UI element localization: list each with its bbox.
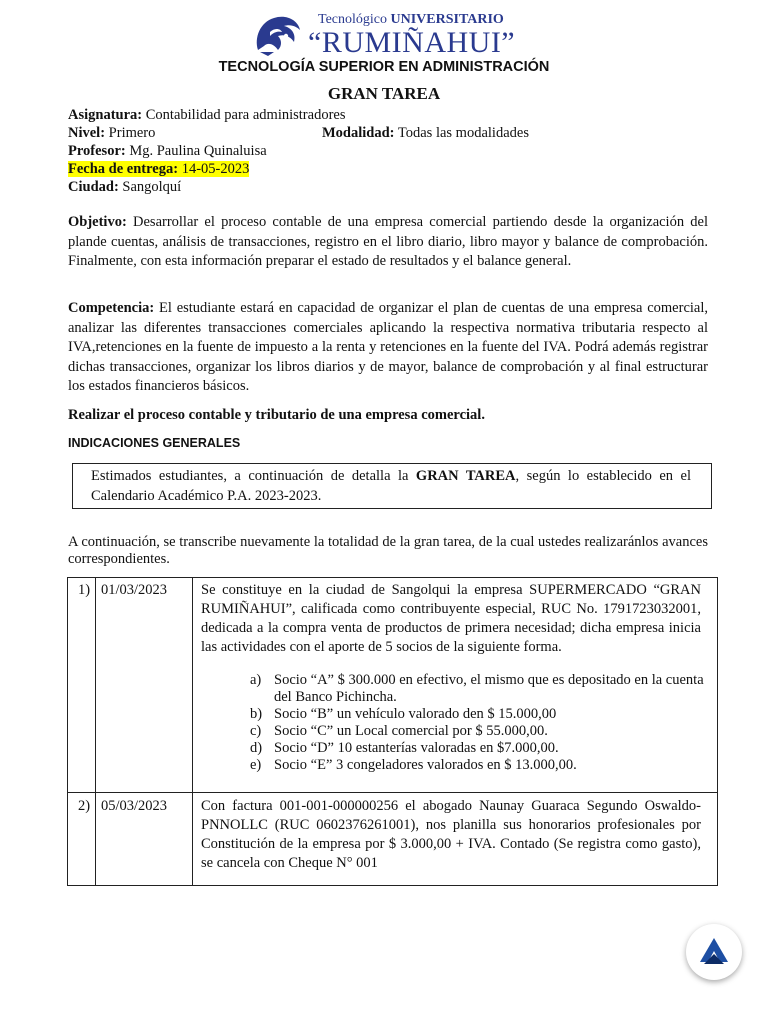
general-instructions-heading: INDICACIONES GENERALES (68, 436, 241, 450)
intro-paragraph: A continuación, se transcribe nuevamente la totalidad de la gran tarea, de la cual ustedes realizaránlos avances correspondientes. (68, 534, 708, 567)
institution-name: “RUMIÑAHUI” (308, 26, 516, 59)
page-title: GRAN TAREA (327, 84, 441, 103)
row-1-description: Se constituye en la ciudad de Sangolqui la empresa SUPERMERCADO “GRAN RUMIÑAHUI”, calificada como contribuyente especial, RUC No. 1791723032001, dedicada a la compra venta de productos de primera necesidad; dicha empresa inicia las actividades con el aporte de 5 socios de la siguiente forma. (201, 582, 701, 655)
transactions-table (67, 577, 718, 886)
list-item: a) Socio “A” $ 300.000 en efectivo, el mismo que es depositado en la cuenta del Banco Pichincha. (250, 672, 704, 705)
institution-emph: UNIVERSITARIO (390, 12, 504, 27)
career-heading: TECNOLOGÍA SUPERIOR EN ADMINISTRACIÓN (218, 59, 550, 75)
task-statement: Realizar el proceso contable y tributario de una empresa comercial. (68, 407, 485, 423)
level-line: Nivel: Primero (68, 125, 156, 141)
row-1-contributions-list (250, 672, 715, 774)
document-viewer-badge[interactable] (686, 924, 742, 980)
subject-line: Asignatura: Contabilidad para administradores (68, 107, 346, 123)
row-1-number: 1) (78, 582, 91, 598)
row-2-description: Con factura 001-001-000000256 el abogado Naunay Guaraca Segundo Oswaldo-PNNOLLC (RUC 0602376261001), nos planilla sus honorarios profesionales por Constitución de la empresa por $ 3.000,00 + IVA. Contado (Se registra como gasto), se cancela con Cheque N° 001 (201, 798, 701, 871)
competence-paragraph: Competencia: El estudiante estará en capacidad de organizar el plan de cuentas de una empresa comercial, analizar las diferentes transacciones comerciales aplicando la respectiva normativa tributaria respecto al IVA,retenciones en la fuente de impuesto a la renta y retenciones en la fuente del IVA. Podrá además registrar dichas transacciones, organizar los libros diarios y de mayor, balance de comprobación y al final estructurar los estados financieros básicos. (68, 300, 708, 394)
notice-box (72, 463, 712, 509)
modality-line: Modalidad: Todas las modalidades (322, 125, 529, 141)
badge-logo-icon (686, 924, 742, 980)
list-item: b) Socio “B” un vehículo valorado den $ 15.000,00 (250, 706, 557, 722)
row-2-date: 05/03/2023 (101, 798, 168, 814)
row-2-number: 2) (78, 798, 91, 814)
list-item: e) Socio “E” 3 congeladores valorados en $ 13.000,00. (250, 757, 577, 773)
row-1-date: 01/03/2023 (101, 582, 168, 598)
list-item: c) Socio “C” un Local comercial por $ 55.000,00. (250, 723, 548, 739)
due-date-line: Fecha de entrega: 14-05-2023 (68, 161, 250, 177)
university-logo-icon (252, 12, 304, 56)
list-item: d) Socio “D” 10 estanterías valoradas en $7.000,00. (250, 740, 559, 756)
notice-text: Estimados estudiantes, a continuación de detalla la GRAN TAREA, según lo establecido en el Calendario Académico P.A. 2023-2023. (91, 468, 691, 504)
objective-paragraph: Objetivo: Desarrollar el proceso contable de una empresa comercial partiendo desde la organización del plande cuentas, análisis de transacciones, registro en el libro diario, libro mayor y balance de comprobación. Finalmente, con esta información preparar el estado de resultados y el balance general. (68, 214, 709, 269)
institution-prefix: Tecnológico UNIVERSITARIO (318, 12, 504, 27)
city-line: Ciudad: Sangolquí (68, 179, 182, 195)
teacher-line: Profesor: Mg. Paulina Quinaluisa (68, 143, 267, 159)
